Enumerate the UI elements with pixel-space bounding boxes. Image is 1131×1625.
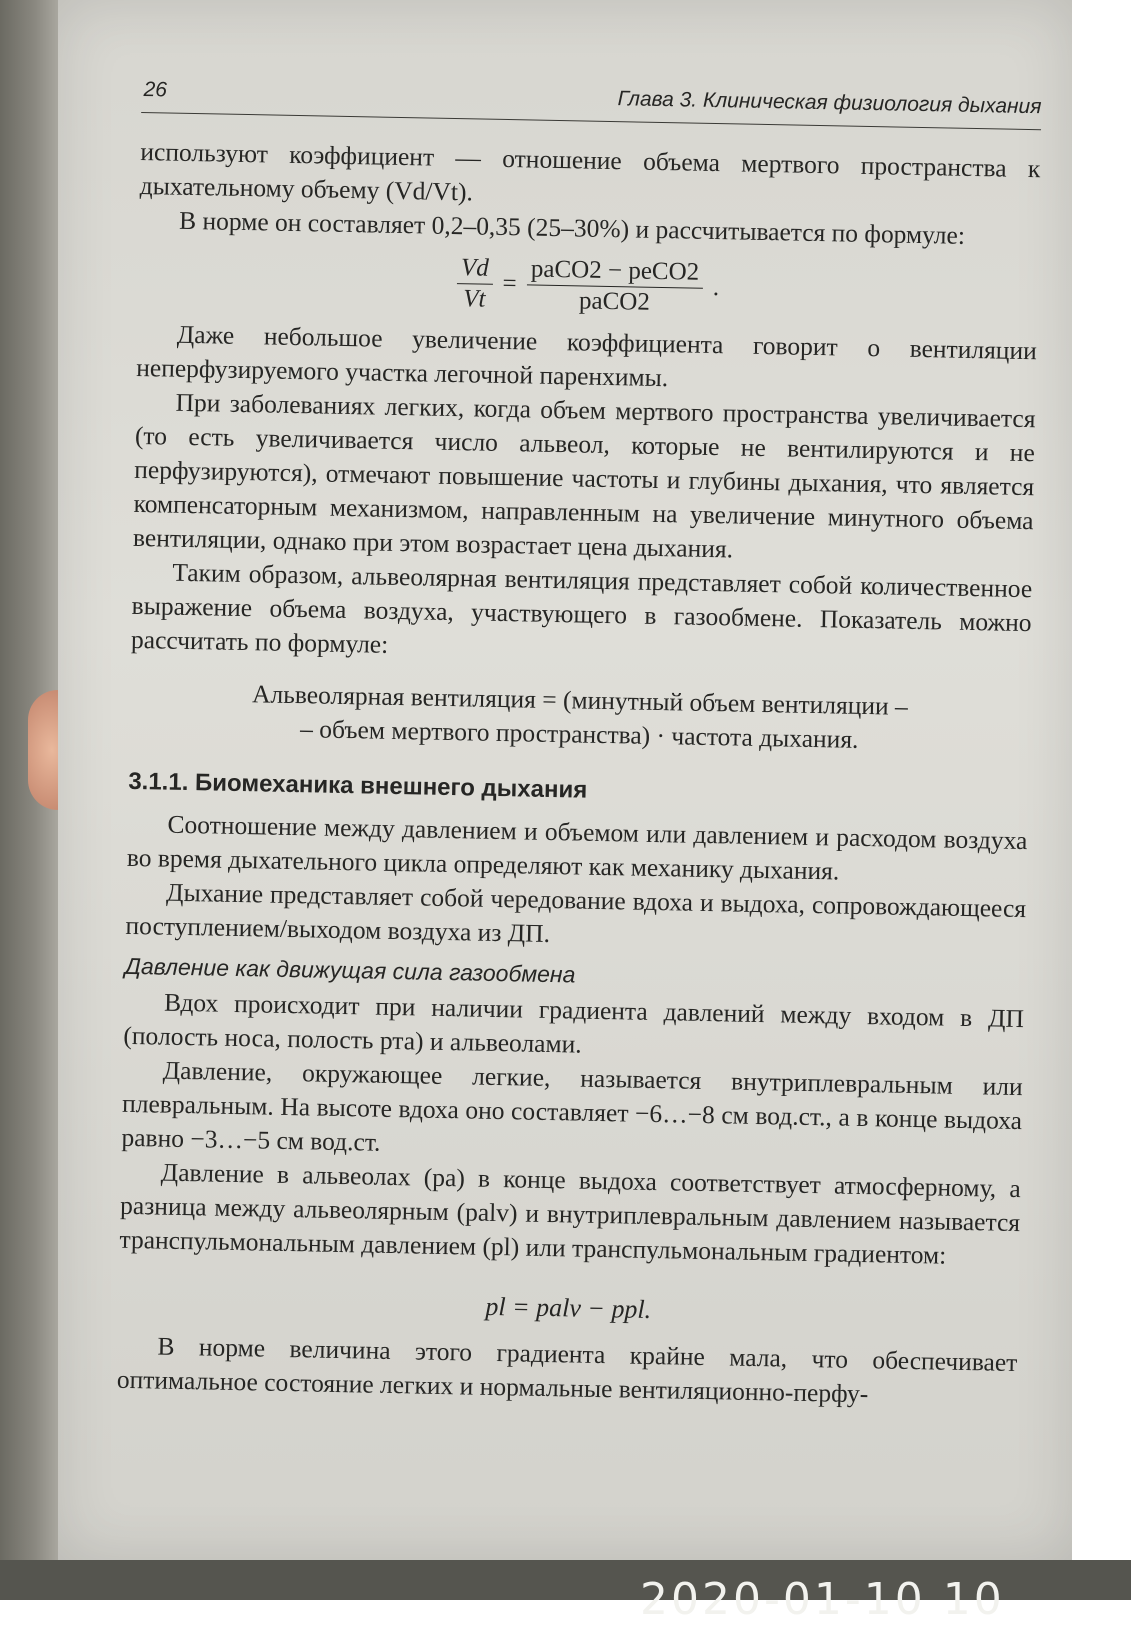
paragraph: При заболеваниях легких, когда объем мертвого пространства увеличивается (то есть увеличивается число альвеол, которые не вентилируются и не перфузируются), отмечают повышение частоты и глубины дыхания, что является компенсаторным механизмом, направленным на увеличение минутного объема вентиляции, однако при этом возрастает цена дыхания. <box>132 387 1036 564</box>
formula-lhs-denominator: Vt <box>462 284 486 313</box>
paragraph: Давление, окружающее легкие, называется внутриплевральным или плевральным. На высоте вдоха оно составляет −6…−8 см вод.ст., а в конце выдоха равно −3…−5 см вод.ст. <box>121 1055 1023 1157</box>
chapter-title: Глава 3. Клиническая физиология дыхания <box>617 87 1042 119</box>
paragraph: Даже небольшое увеличение коэффициента говорит о вентиляции неперфузируемого участка легочной паренхимы. <box>136 319 1038 393</box>
formula-lhs-numerator: Vd <box>457 253 493 285</box>
subheading: Давление как движущая сила газообмена <box>124 952 576 988</box>
paragraph: Дыхание представляет собой чередование вдоха и выдоха, сопровождающееся поступлением/выходом воздуха из ДП. <box>125 877 1027 948</box>
equals-sign: = <box>502 269 517 298</box>
page-content <box>117 70 1042 1414</box>
paragraph: Таким образом, альвеолярная вентиляция представляет собой количественное выражение объема воздуха, участвующего в газообмене. Показатель можно рассчитать по формуле: <box>130 557 1033 659</box>
page-number: 26 <box>143 78 168 102</box>
section-heading: 3.1.1. Биомеханика внешнего дыхания <box>128 767 588 804</box>
paragraph: В норме он составляет 0,2–0,35 (25–30%) и рассчитывается по формуле: <box>178 205 966 250</box>
formula-period: . <box>712 274 720 302</box>
formula-rhs-denominator: paCO2 <box>578 286 651 316</box>
paragraph: Соотношение между давлением и объемом или давлением и расходом воздуха во время дыхательного цикла определяют как механику дыхания. <box>126 809 1028 886</box>
alveolar-ventilation-formula <box>129 675 1030 760</box>
formula-rhs-numerator: paCO2 − peCO2 <box>527 254 704 288</box>
formula-rhs <box>526 254 703 318</box>
formula-lhs <box>456 253 493 315</box>
paragraph: используют коэффициент — отношение объема мертвого пространства к дыхательному объему (Vd/Vt). <box>139 136 1041 207</box>
paragraph: Давление в альвеолах (pa) в конце выдоха соответствует атмосферному, а разница между альвеолярным (palv) и внутриплевральным давлением называется транспульмональным давлением (pl) или транспульмональным градиентом: <box>119 1157 1021 1270</box>
transpulmonary-formula: pl = palv − ppl. <box>485 1291 652 1325</box>
formula-line: Альвеолярная вентиляция = (минутный объем вентиляции – <box>251 679 909 721</box>
paragraph: Вдох происходит при наличии градиента давлений между входом в ДП (полость носа, полость рта) и альвеолами. <box>123 987 1025 1059</box>
paragraph: В норме величина этого градиента крайне мала, что обеспечивает оптимальное состояние легких и нормальные вентиляционно-перфу- <box>116 1331 1018 1409</box>
book-page <box>58 0 1072 1560</box>
running-header <box>141 70 1042 130</box>
photo-date-stamp: 2020-01-10 10 <box>640 1574 1005 1625</box>
formula-line: – объем мертвого пространства) · частота дыхания. <box>299 714 859 754</box>
